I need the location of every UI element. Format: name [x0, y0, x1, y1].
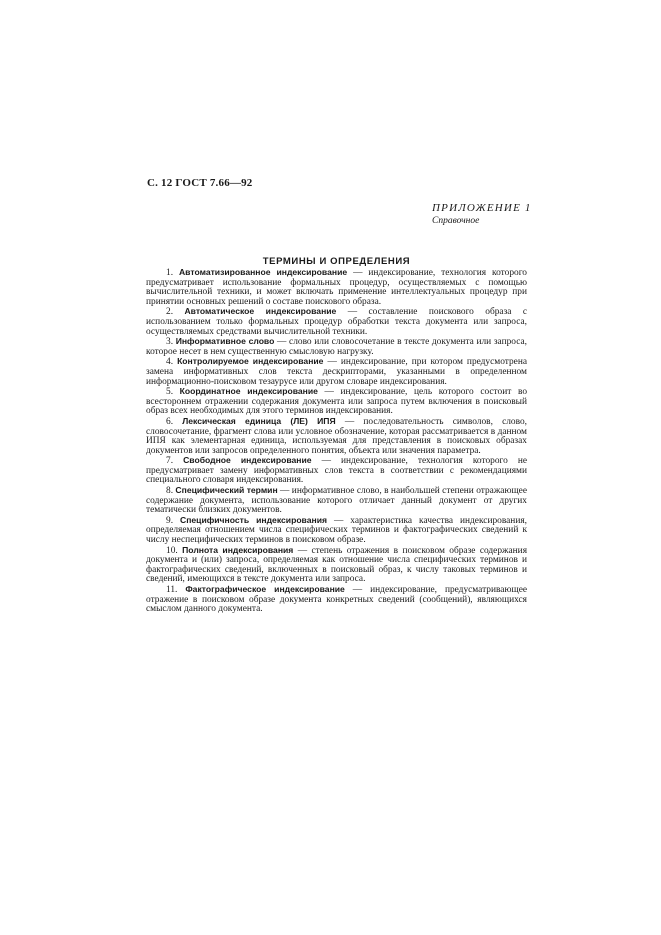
term-entry [146, 357, 527, 387]
term-number: 3. [166, 337, 174, 348]
term-entry [146, 268, 527, 307]
term-name: Специфичность индексирования [179, 514, 327, 525]
term-dash: — [293, 545, 312, 556]
appendix-label [432, 202, 542, 228]
term-entry [146, 456, 527, 486]
appendix-subtitle: Справочное [432, 216, 480, 226]
term-definition: степень отражения в поисковом образе содержания документа и (или) запроса, определяемая как отношение числа специфических терминов и фактографических сведений, включенных в поисковый образ, к числу таковых терминов и сведений, имеющихся в тексте документа или запроса. [146, 545, 528, 585]
term-name: Автоматизированное индексирование [178, 267, 348, 277]
term-number: 6. [166, 416, 174, 427]
term-name: Свободное индексирование [183, 455, 312, 466]
term-number: 2. [166, 307, 174, 318]
section-title: ТЕРМИНЫ И ОПРЕДЕЛЕНИЯ [262, 256, 411, 267]
term-name: Специфический термин [175, 485, 278, 496]
page-header: С. 12 ГОСТ 7.66—92 [147, 177, 253, 189]
term-name: Полнота индексирования [182, 544, 294, 555]
term-number: 9. [166, 515, 174, 526]
term-name: Контролируемое индексирование [177, 356, 324, 367]
term-definition: слово или словосочетание в тексте документа или запроса, которое несет в нем существенную смысловую нагрузку. [146, 337, 527, 357]
term-definition: характеристика качества индексирования, определяемая отношением числа специфических терминов и фактографических сведений к числу неспецифических терминов в поисковом образе. [146, 515, 527, 546]
term-entry [146, 337, 527, 357]
term-dash: — [317, 387, 341, 398]
term-entry [146, 417, 527, 456]
term-name: Лексическая единица (ЛЕ) ИПЯ [182, 415, 336, 426]
term-definition: информативное слово, в наибольшей степени отражающее содержание документа, использование которого отличает данный документ от других тематически близких документов. [146, 486, 528, 516]
term-number: 1. [166, 268, 174, 278]
term-definition: индексирование, цель которого состоит во всестороннем отражении содержания документа или запроса путем включения в поисковый образ всех необходимых для этого терминов индексирования. [146, 387, 528, 417]
term-entry [146, 516, 527, 546]
term-entry [146, 486, 527, 516]
term-dash: — [344, 585, 371, 595]
term-entry [146, 546, 527, 585]
term-dash: — [311, 456, 341, 467]
term-dash: — [323, 357, 341, 368]
term-dash: — [347, 268, 369, 278]
term-name: Фактографическое индексирование [185, 584, 345, 594]
terms-list [146, 268, 527, 615]
term-definition: последовательность символов, слово, словосочетание, фрагмент слова или условное обозначение, которая рассматривается в данном ИПЯ как элементарная единица, используемая для представления в поисковых образах документов или запросов определенного понятия, объекта или значения параметра. [146, 416, 528, 456]
term-entry [146, 307, 527, 337]
term-dash: — [336, 307, 369, 318]
term-number: 5. [166, 387, 174, 398]
term-entry [146, 585, 527, 615]
term-number: 11. [166, 585, 178, 595]
term-name: Координатное индексирование [179, 386, 318, 397]
term-dash: — [277, 486, 292, 497]
term-number: 10. [166, 545, 178, 556]
term-dash: — [335, 416, 364, 427]
term-definition: индексирование, технология которого предусматривает использование формальных процедур, осуществляемых с помощью вычислительной техники, и может включать применение интеллектуальных процедур при принятии основных решений о составе поискового образа. [146, 268, 527, 307]
term-definition: индексирование, предусматривающее отражение в поисковом образе документа конкретных сведений (сообщений), являющихся смыслом данного документа. [146, 585, 528, 615]
term-number: 4. [166, 357, 174, 368]
term-dash: — [274, 337, 290, 348]
term-definition: составление поискового образа с использованием только формальных процедур обработки текста документа или запроса, осуществляемых средствами вычислительной техники. [146, 307, 528, 337]
term-dash: — [327, 515, 351, 526]
term-name: Автоматическое индексирование [184, 306, 337, 317]
term-definition: индексирование, технология которого не предусматривает замену информативных слов текста в соответствии с рекомендациями специального словаря индексирования. [146, 456, 528, 486]
term-number: 8. [166, 486, 174, 497]
term-number: 7. [166, 456, 174, 467]
term-entry [146, 387, 527, 417]
term-name: Информативное слово [175, 336, 275, 347]
term-definition: индексирование, при котором предусмотрена замена информативных слов текста дескрипторами, указанными в определенном информационно-поисковом тезаурусе или другом словаре индексирования. [146, 357, 528, 387]
appendix-title: ПРИЛОЖЕНИЕ 1 [432, 202, 532, 214]
